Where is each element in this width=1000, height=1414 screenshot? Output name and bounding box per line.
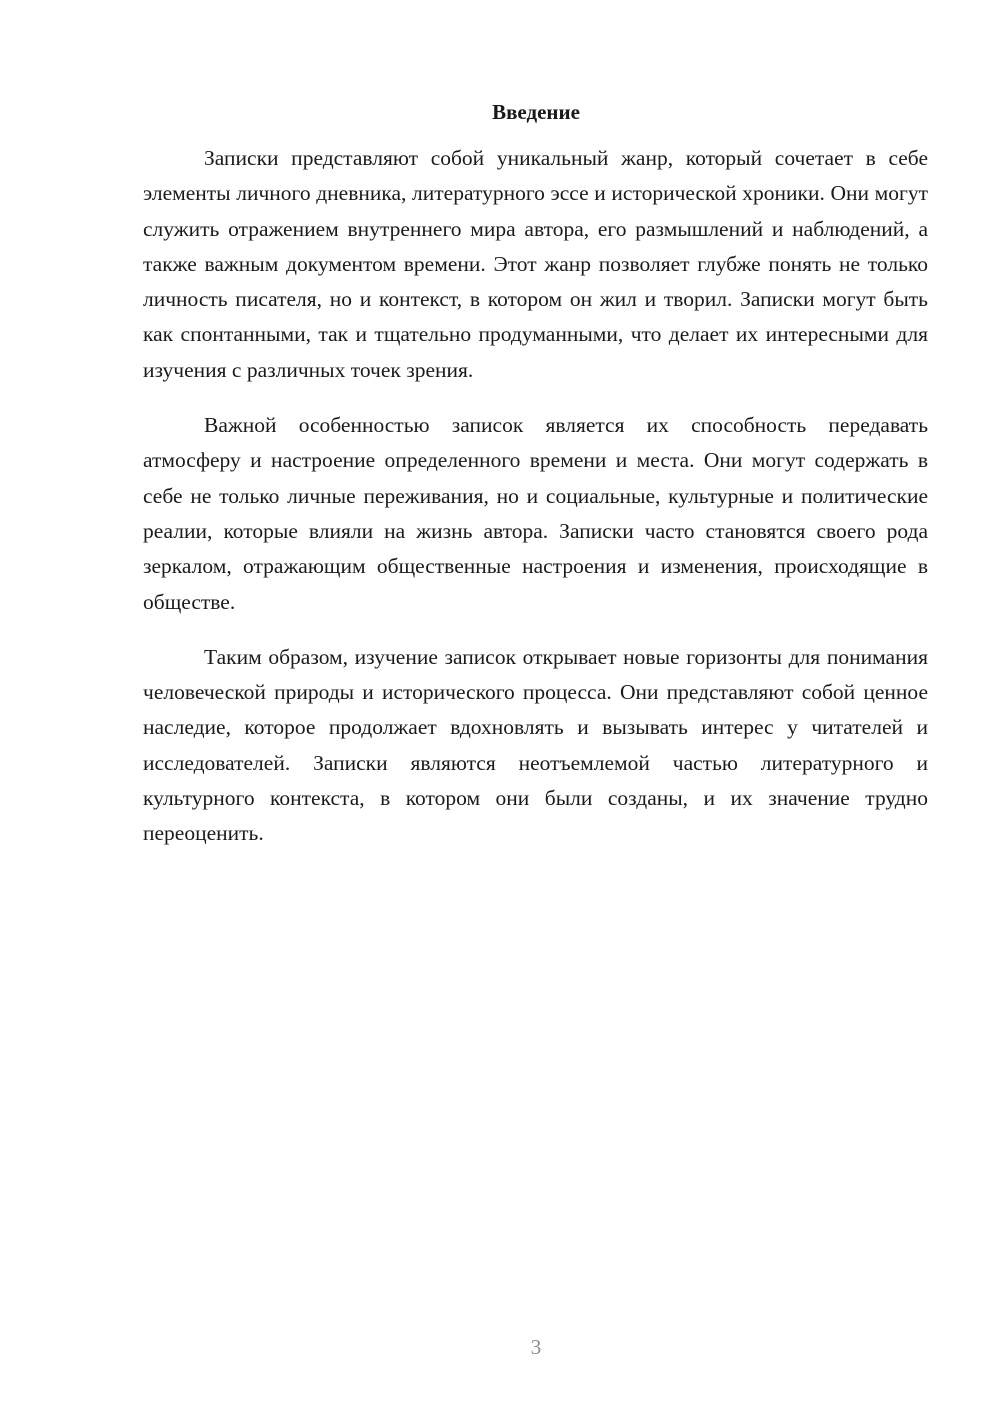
page-number: 3 [530,1335,542,1359]
body-text [143,141,928,872]
paragraph-3: Таким образом, изучение записок открывает новые горизонты для понимания человеческой природы и исторического процесса. Они представляют собой ценное наследие, которое продолжает вдохновлять и вызывать интерес у читателей и исследователей. Записки являются неотъемлемой частью литературного и культурного контекста, в котором они были созданы, и их значение трудно переоценить. [143,644,928,846]
section-heading: Введение [492,100,580,124]
paragraph-1: Записки представляют собой уникальный жанр, который сочетает в себе элементы личного дневника, литературного эссе и исторической хроники. Они могут служить отражением внутреннего мира автора, его размышлений и наблюдений, а также важным документом времени. Этот жанр позволяет глубже понять не только личность писателя, но и контекст, в котором он жил и творил. Записки могут быть как спонтанными, так и тщательно продуманными, что делает их интересными для изучения с различных точек зрения. [143,146,928,382]
paragraph-2: Важной особенностью записок является их способность передавать атмосферу и настроение определенного времени и места. Они могут содержать в себе не только личные переживания, но и социальные, культурные и политические реалии, которые влияли на жизнь автора. Записки часто становятся своего рода зеркалом, отражающим общественные настроения и изменения, происходящие в обществе. [143,413,928,614]
